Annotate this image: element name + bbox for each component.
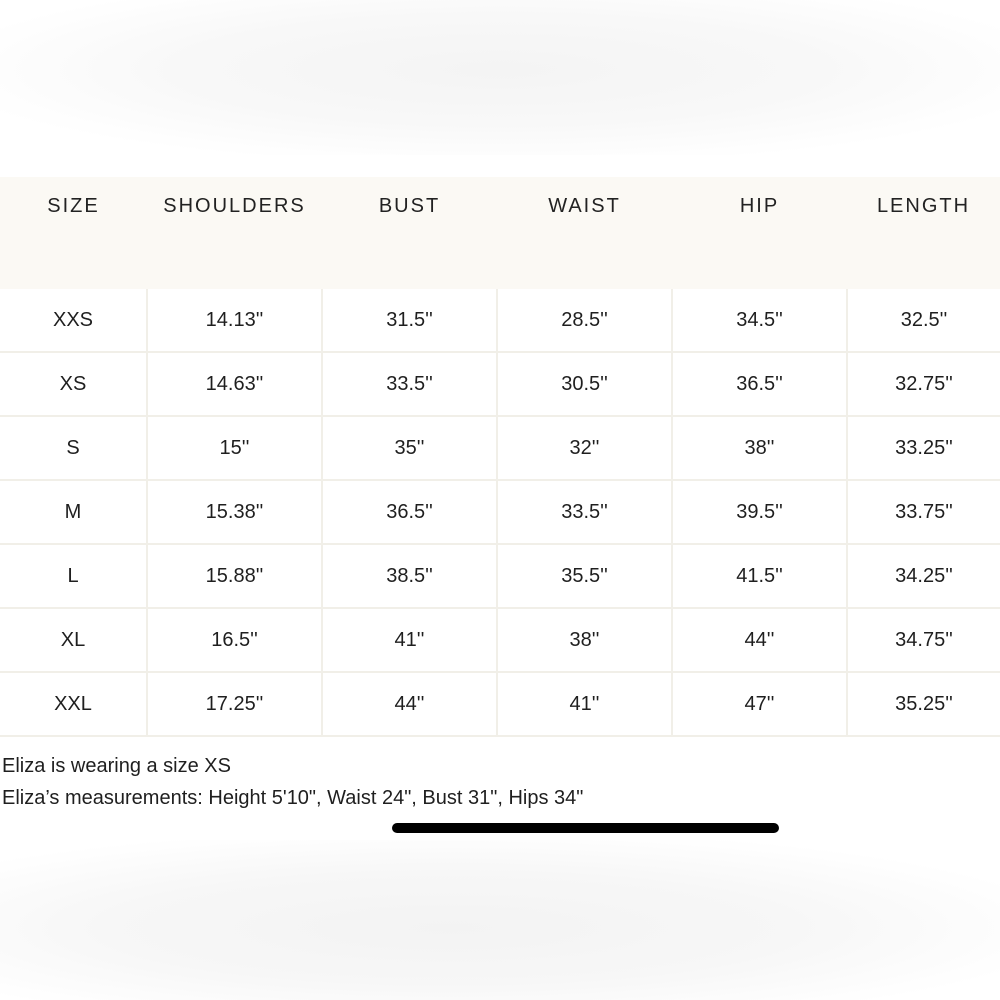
header-hip: HIP <box>672 177 847 289</box>
cell-hip: 34.5'' <box>672 289 847 352</box>
cell-hip: 38'' <box>672 416 847 480</box>
cell-size: XL <box>0 608 147 672</box>
cell-waist: 30.5'' <box>497 352 672 416</box>
table-row <box>0 289 1000 352</box>
cell-size: L <box>0 544 147 608</box>
cell-shoulders: 15'' <box>147 416 322 480</box>
cell-hip: 44'' <box>672 608 847 672</box>
cell-waist: 41'' <box>497 672 672 736</box>
table-row <box>0 352 1000 416</box>
table-row <box>0 544 1000 608</box>
header-length: LENGTH <box>847 177 1000 289</box>
cell-hip: 36.5'' <box>672 352 847 416</box>
cell-waist: 33.5'' <box>497 480 672 544</box>
cell-length: 33.75'' <box>847 480 1000 544</box>
cell-bust: 31.5'' <box>322 289 497 352</box>
cell-shoulders: 15.38'' <box>147 480 322 544</box>
cell-bust: 41'' <box>322 608 497 672</box>
table-row <box>0 608 1000 672</box>
cell-length: 34.25'' <box>847 544 1000 608</box>
cell-waist: 38'' <box>497 608 672 672</box>
cell-hip: 39.5'' <box>672 480 847 544</box>
cell-length: 32.5'' <box>847 289 1000 352</box>
cell-length: 34.75'' <box>847 608 1000 672</box>
cell-size: S <box>0 416 147 480</box>
blurred-image-top <box>0 0 1000 155</box>
cell-bust: 44'' <box>322 672 497 736</box>
cell-size: XXL <box>0 672 147 736</box>
home-indicator-bar[interactable] <box>392 823 779 833</box>
cell-shoulders: 14.63'' <box>147 352 322 416</box>
model-size-note: Eliza is wearing a size XS <box>2 755 231 777</box>
model-measurements-note: Eliza’s measurements: Height 5'10", Waist 24", Bust 31", Hips 34" <box>2 787 584 809</box>
cell-hip: 41.5'' <box>672 544 847 608</box>
cell-size: XS <box>0 352 147 416</box>
cell-size: XXS <box>0 289 147 352</box>
cell-bust: 36.5'' <box>322 480 497 544</box>
cell-length: 35.25'' <box>847 672 1000 736</box>
cell-shoulders: 17.25'' <box>147 672 322 736</box>
cell-bust: 38.5'' <box>322 544 497 608</box>
cell-shoulders: 14.13'' <box>147 289 322 352</box>
header-waist: WAIST <box>497 177 672 289</box>
size-chart-table <box>0 177 1000 737</box>
cell-hip: 47'' <box>672 672 847 736</box>
cell-bust: 33.5'' <box>322 352 497 416</box>
header-size: SIZE <box>0 177 147 289</box>
cell-length: 33.25'' <box>847 416 1000 480</box>
cell-bust: 35'' <box>322 416 497 480</box>
cell-size: M <box>0 480 147 544</box>
cell-waist: 35.5'' <box>497 544 672 608</box>
cell-shoulders: 15.88'' <box>147 544 322 608</box>
table-row <box>0 416 1000 480</box>
table-row <box>0 672 1000 736</box>
cell-shoulders: 16.5'' <box>147 608 322 672</box>
cell-length: 32.75'' <box>847 352 1000 416</box>
header-shoulders: SHOULDERS <box>147 177 322 289</box>
cell-waist: 32'' <box>497 416 672 480</box>
header-bust: BUST <box>322 177 497 289</box>
table-row <box>0 480 1000 544</box>
blurred-image-bottom <box>0 840 1000 1000</box>
table-header-row <box>0 177 1000 289</box>
cell-waist: 28.5'' <box>497 289 672 352</box>
